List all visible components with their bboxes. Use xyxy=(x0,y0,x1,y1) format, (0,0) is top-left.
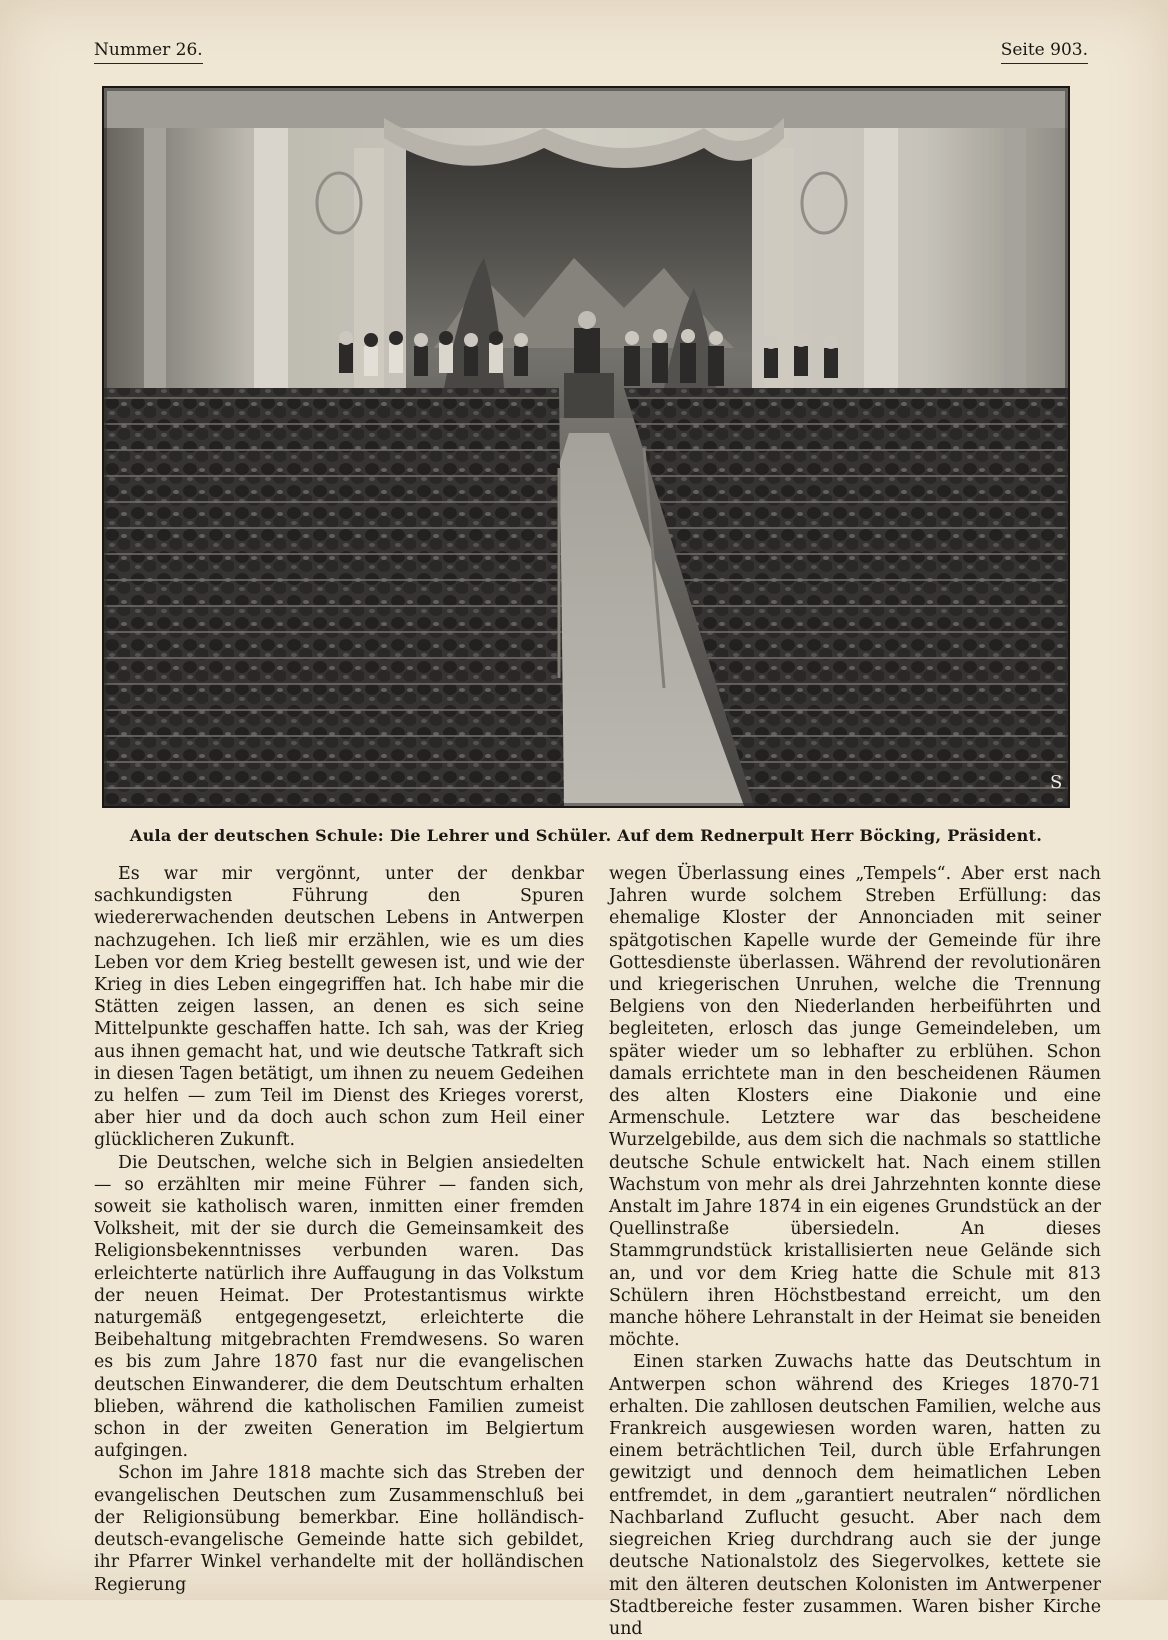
page-number: Seite 903. xyxy=(1001,40,1088,64)
article-column-left xyxy=(94,863,584,1596)
photographer-monogram: S xyxy=(1050,772,1063,793)
issue-number: Nummer 26. xyxy=(94,40,203,64)
photo-caption: Aula der deutschen Schule: Die Lehrer und Schüler. Auf dem Rednerpult Herr Böcking, Präsident. xyxy=(129,826,1043,845)
hall-photograph xyxy=(102,86,1070,808)
paragraph-1: Es war mir vergönnt, unter der denkbar sachkundigsten Führung den Spuren wiedererwachenden deutschen Lebens in Antwerpen nachzugehen. Ich ließ mir erzählen, wie es um dies Leben vor dem Krieg bestellt gewesen ist, und wie der Krieg in dies Leben eingegriffen hat. Ich habe mir die Stätten zeigen lassen, an denen es sich seine Mittelpunkte geschaffen hatte. Ich sah, was der Krieg aus ihnen gemacht hat, und wie deutsche Tatkraft sich in diesen Tagen betätigt, um ihnen zu neuem Gedeihen zu helfen — zum Teil im Dienst des Krieges vorerst, aber hier und da doch auch schon zum Heil einer glücklicheren Zukunft. xyxy=(94,864,584,1151)
paragraph-3: Schon im Jahre 1818 machte sich das Streben der evangelischen Deutschen zum Zusammenschluß bei der Religionsübung bemerkbar. Eine holländisch-deutsch-evangelische Gemeinde hatte sich gebildet, ihr Pfarrer Winkel verhandelte mit der holländischen Regierung xyxy=(94,1463,584,1595)
paragraph-2: Die Deutschen, welche sich in Belgien ansiedelten — so erzählten mir meine Führer — fanden sich, soweit sie katholisch waren, inmitten einer fremden Volksheit, mit der sie durch die Gemeinsamkeit des Religionsbekenntnisses verbunden waren. Das erleichterte natürlich ihre Auffaugung in das Volkstum der neuen Heimat. Der Protestantismus wirkte naturgemäß entgegengesetzt, erleichterte die Beibehaltung mitgebrachten Fremdwesens. So waren es bis zum Jahre 1870 fast nur die evangelischen deutschen Einwanderer, die dem Deutschtum erhalten blieben, während die katholischen Familien zumeist schon in der zweiten Generation im Belgiertum aufgingen. xyxy=(94,1152,584,1462)
paragraph-4: wegen Überlassung eines „Tempels“. Aber erst nach Jahren wurde solchem Streben Erfüllung: das ehemalige Kloster der Annonciaden mit seiner spätgotischen Kapelle wurde der Gemeinde für ihre Gottesdienste überlassen. Während der revolutionären und kriegerischen Unruhen, welche die Trennung Belgiens von den Niederlanden herbeiführten und begleiteten, erlosch das junge Gemeindeleben, um später wieder um so lebhafter zu erblühen. Schon damals errichtete man in den bescheidenen Räumen des alten Klosters eine Diakonie und eine Armenschule. Letztere war das bescheidene Wurzelgebilde, aus dem sich die nachmals so stattliche deutsche Schule entwickelt hat. Nach einem stillen Wachstum von mehr als drei Jahrzehnten konnte diese Anstalt im Jahre 1874 in ein eigenes Grundstück an der Quellinstraße übersiedeln. An dieses Stammgrundstück kristallisierten neue Gelände sich an, und vor dem Krieg hatte die Schule mit 813 Schülern ihren Höchstbestand erreicht, um den manche höhere Lehranstalt in der Heimat sie beneiden möchte. xyxy=(609,864,1101,1351)
paragraph-5: Einen starken Zuwachs hatte das Deutschtum in Antwerpen schon während des Krieges 1870-71 erhalten. Die zahllosen deutschen Familien, welche aus Frankreich ausgewiesen worden waren, hatten zu einem beträchtlichen Teil, durch üble Erfahrungen gewitzigt und dennoch dem heimatlichen Leben entfremdet, in dem „garantiert neutralen“ nördlichen Nachbarland Zuflucht gesucht. Aber nach dem siegreichen Krieg durchdrang auch sie der junge deutsche Nationalstolz des Siegervolkes, kettete sie mit den älteren deutschen Kolonisten im Antwerpener Stadtbereiche fester zusammen. Waren bisher Kirche und xyxy=(609,1352,1101,1639)
article-column-right xyxy=(609,863,1101,1640)
